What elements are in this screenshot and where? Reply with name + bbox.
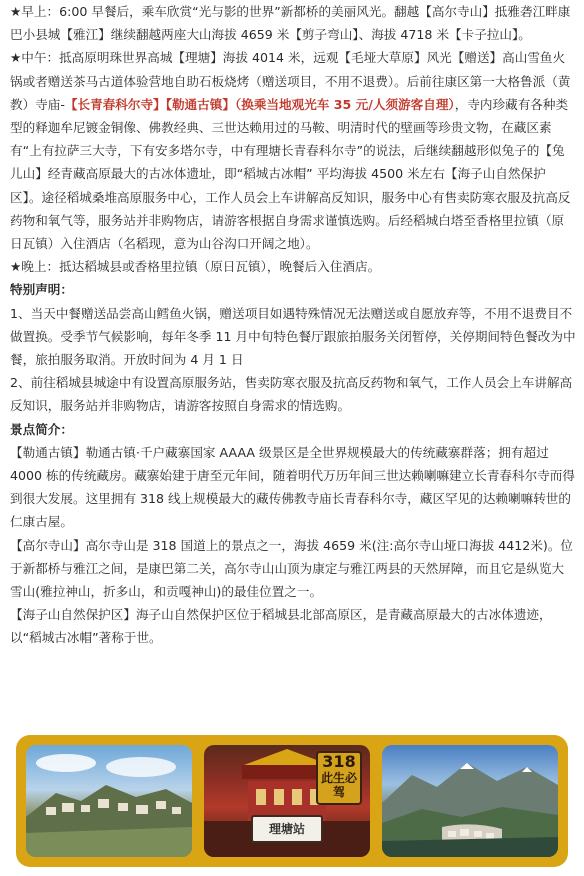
badge-number: 318 bbox=[322, 752, 356, 771]
special-item-1: 1、当天中餐赠送品尝高山鳕鱼火锅，赠送项目如遇特殊情况无法赠送或自愿放弃等，不用不退费目不做置换。受季节气候影响，每年冬季 11 月中旬特色餐厅跟旅拍服务关闭暂停，关停期间特色餐改为中餐，旅拍服务取消。开放时间为 4 月 1 日 bbox=[10, 305, 576, 368]
scenic-haizishan: 【海子山自然保护区】海子山自然保护区位于稻城县北部高原区，是青藏高原最大的古冰体遗迹，以“稻城古冰帽”著称于世。 bbox=[10, 607, 552, 646]
photo-monastery bbox=[204, 745, 370, 857]
morning-paragraph bbox=[10, 0, 576, 46]
photo-mountain-valley bbox=[382, 745, 558, 857]
morning-text: ★早上：6:00 早餐后，乘车欣赏“光与影的世界”新都桥的美丽风光。翻越【高尔寺山】抵雅砻江畔康巴小县城【雅江】继续翻越两座大山海拔 4659 米【剪子弯山】、海拔 4718 米【卡子拉山】。 bbox=[10, 4, 571, 43]
noon-paragraph bbox=[10, 46, 576, 255]
mountain-scene-icon bbox=[382, 745, 558, 857]
noon-text-1: ★中午：抵高原明珠世界高城【理塘】海拔 4014 米，远观【毛垭大草原】风光【赠送】高山雪鱼火锅或者赠送茶马古道体验营地自助石板烧烤（赠送项目，不用不退费）。后前往康区第一大格鲁派（黄教）寺庙- bbox=[10, 50, 571, 112]
noon-highlight: 【长青春科尔寺】【勒通古镇】（换乘当地观光车 35 元/人须游客自理） bbox=[64, 96, 455, 112]
special-title: 特别声明： bbox=[10, 282, 73, 298]
itinerary-content bbox=[10, 0, 576, 650]
photo-strip bbox=[16, 735, 568, 867]
scenic-letong: 【勒通古镇】勒通古镇·千户藏寨国家 AAAA 级景区是全世界规模最大的传统藏寨群落；拥有超过 4000 栋的传统藏房。藏寨始建于唐至元年间，随着明代万历年间三世达赖喇嘛建立长青春科尔寺而得到很大发展。这里拥有 318 线上规模最大的藏传佛教寺庙长青春科尔寺，藏区罕见的达赖喇嘛转世的仁康古屋。 bbox=[10, 444, 575, 530]
special-item-2: 2、前往稻城县城途中有设置高原服务站，售卖防寒衣服及抗高反药物和氧气，工作人员会上车讲解高反知识，服务站并非购物店，请游客按照自身需求的情选购。 bbox=[10, 375, 573, 414]
scenic-title: 景点简介： bbox=[10, 421, 73, 437]
evening-paragraph bbox=[10, 255, 576, 278]
scenic-gaoersi: 【高尔寺山】高尔寺山是 318 国道上的景点之一，海拔 4659 米(注:高尔寺山垭口海拔 4412米)。位于新都桥与雅江之间，是康巴第二关，高尔寺山山顶为康定与雅江两县的天然屏障，而且它是纵览大雪山(雅拉神山，折多山，和贡嘎神山)的最佳位置之一。 bbox=[10, 537, 574, 600]
noon-text-2: ，寺内珍藏有各种类型的释迦牟尼镀金铜像、佛教经典、三世达赖用过的马鞍、明清时代的壁画等珍贵文物，在藏区素有“上有拉萨三大寺，下有安多塔尔寺，中有理塘长青春科尔寺”的说法，后继续翻越形似兔子的【兔儿山】经青藏高原最大的古冰体遗址，即“稻城古冰帽” 平均海拔 4500 米左右【海子山自然保护区】。途径稻城桑堆高原服务中心，工作人员会上车讲解高反知识，服务中心有售卖防寒衣服及抗高反药物和氧气等，服务站并非购物店，请游客根据自身需求谨慎选购。后经稻城白塔至香格里拉镇（原日瓦镇）入住酒店（名稻现，意为山谷沟口开阔之地）。 bbox=[10, 96, 571, 252]
evening-text: ★晚上：抵达稻城县或香格里拉镇（原日瓦镇），晚餐后入住酒店。 bbox=[10, 259, 381, 275]
litang-station-sign: 理塘站 bbox=[251, 815, 323, 843]
photo-tibetan-village bbox=[26, 745, 192, 857]
route-318-badge bbox=[316, 751, 362, 805]
badge-slogan: 此生必驾 bbox=[320, 771, 357, 799]
village-scene-icon bbox=[26, 745, 192, 857]
